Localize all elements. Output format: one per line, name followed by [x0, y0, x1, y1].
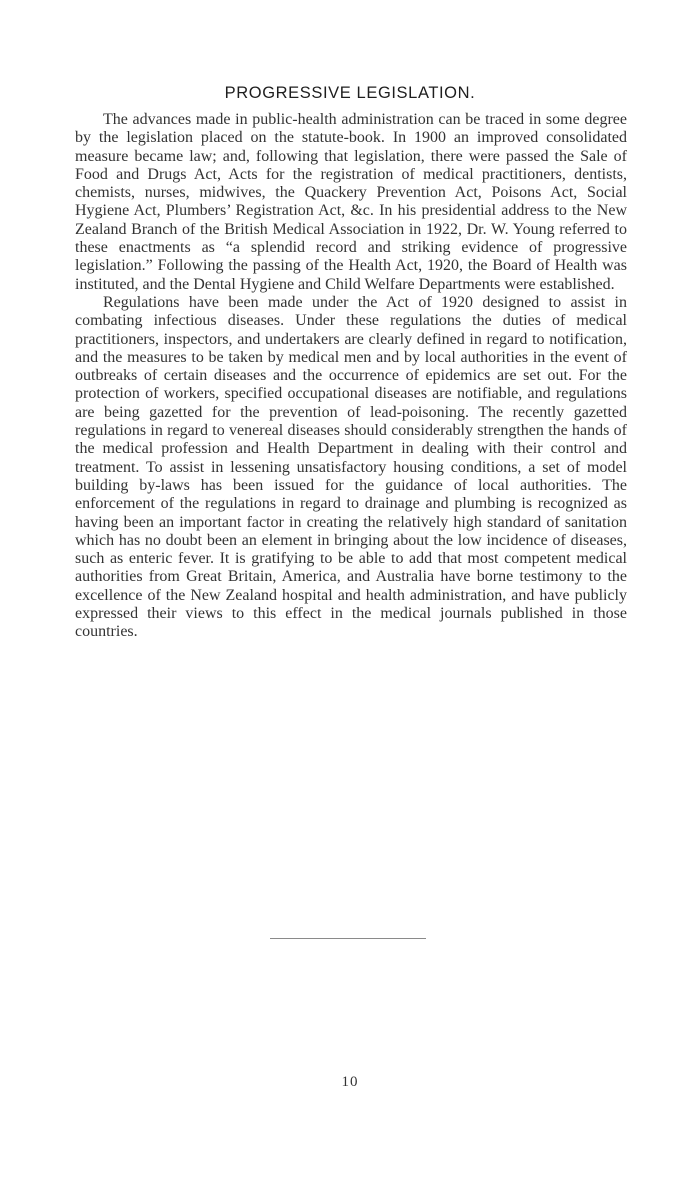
body-text — [75, 111, 627, 642]
paragraph-regulations: Regulations have been made under the Act of 1920 designed to assist in combating infectious diseases. Under these regulations the duties of medical practitioners, inspectors, and undertakers are clearly defined in regard to notification, and the measures to be taken by medical men and by local authorities in the event of outbreaks of certain diseases and the occurrence of epidemics are set out. For the protection of workers, specified occupational diseases are notifiable, and regulations are being gazetted for the prevention of lead-poisoning. The recently gazetted regulations in regard to venereal diseases should considerably strengthen the hands of the medical profession and Health Department in dealing with their control and treatment. To assist in lessening unsatisfactory housing conditions, a set of model building by-laws has been issued for the guidance of local authorities. The enforcement of the regulations in regard to drainage and plumbing is recognized as having been an important factor in creating the relatively high standard of sanitation which has no doubt been an element in bringing about the low incidence of diseases, such as enteric fever. It is gratifying to be able to add that most competent medical authorities from Great Britain, America, and Australia have borne testimony to the excellence of the New Zealand hospital and health administration, and have publicly expressed their views to this effect in the medical journals published in those countries. — [75, 293, 627, 641]
page-title: PROGRESSIVE LEGISLATION. — [224, 84, 476, 102]
paragraph-legislation-history: The advances made in public-health administration can be traced in some degree by the legislation placed on the statute-book. In 1900 an improved consolidated measure became law; and, following that legislation, there were passed the Sale of Food and Drugs Act, Acts for the registration of medical practitioners, dentists, chemists, nurses, midwives, the Quackery Prevention Act, Poisons Act, Social Hygiene Act, Plumbers’ Registration Act, &c. In his presidential address to the New Zealand Branch of the British Medical Association in 1922, Dr. W. Young referred to these enactments as “a splendid record and striking evidence of progressive legislation.” Following the passing of the Health Act, 1920, the Board of Health was instituted, and the Dental Hygiene and Child Welfare Departments were established. — [75, 111, 627, 293]
section-divider — [270, 938, 426, 939]
page-number: 10 — [341, 1074, 359, 1090]
